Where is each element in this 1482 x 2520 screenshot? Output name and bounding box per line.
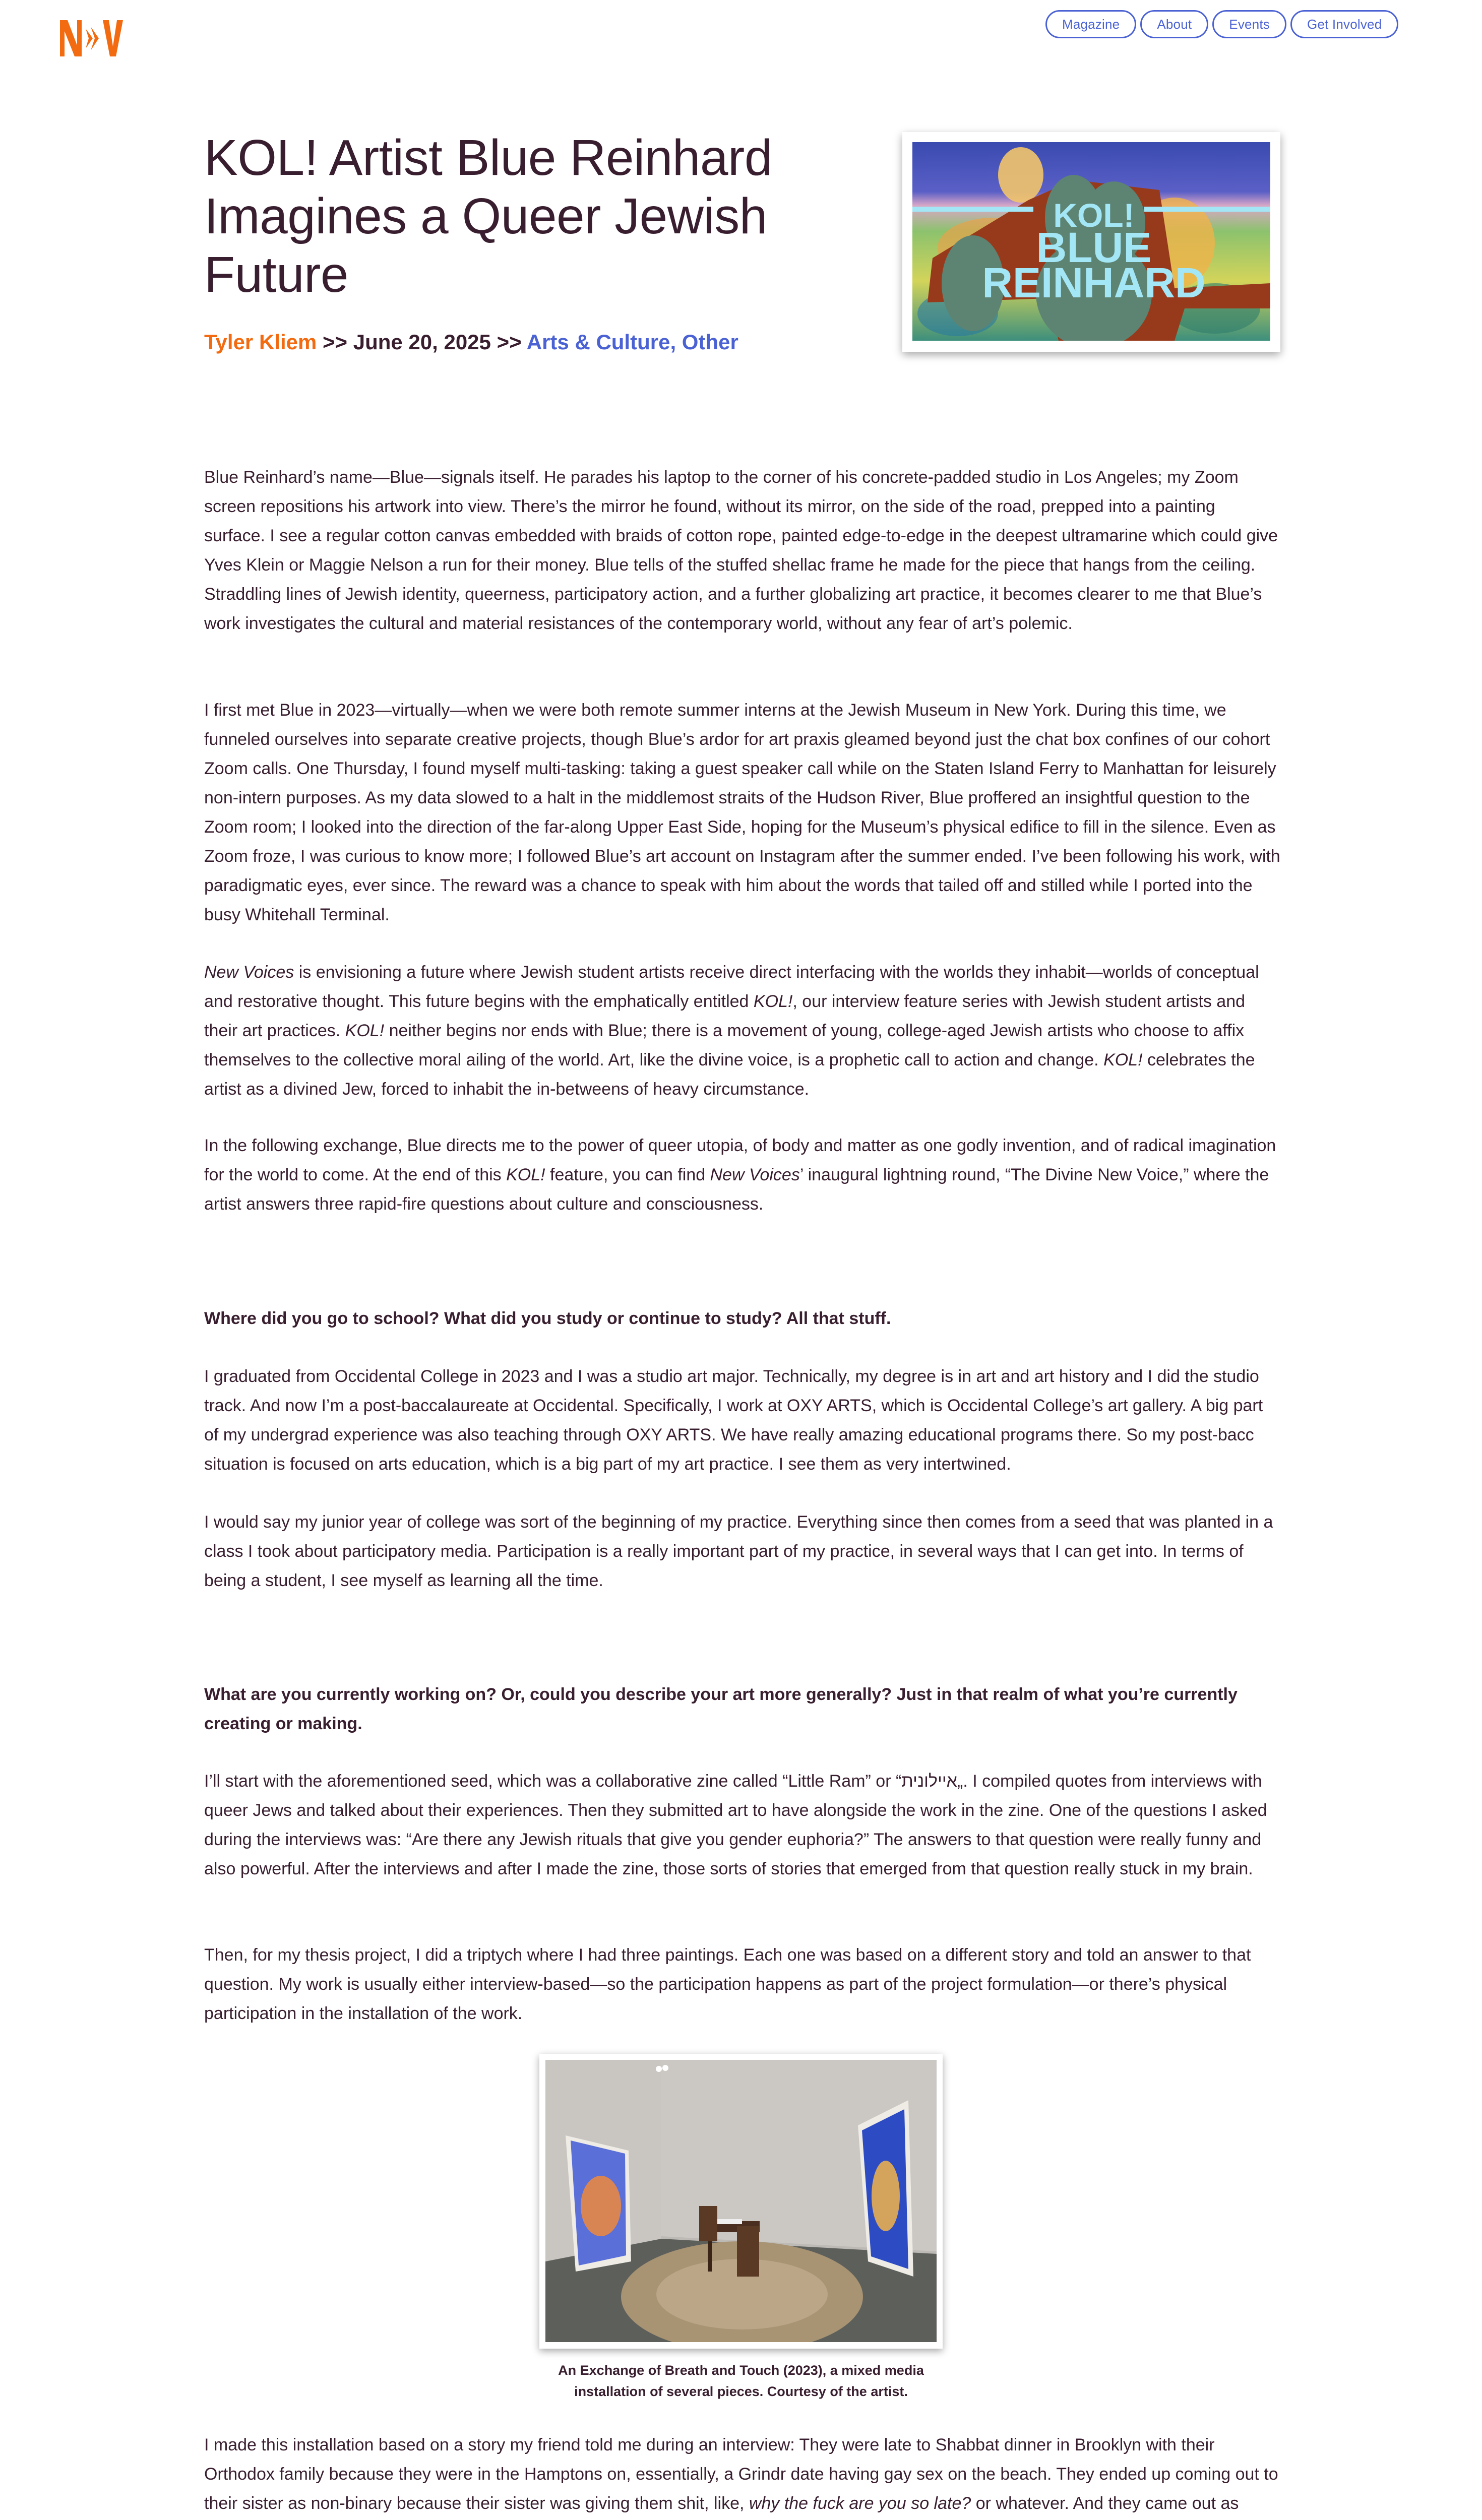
logo-mark-icon (58, 20, 139, 56)
figure-frame (539, 2054, 943, 2349)
hero-overlay-reinhard: REINHARD (982, 259, 1206, 306)
body-paragraph: I made this installation based on a story my friend told me during an interview: They were late to Shabbat dinner in Brooklyn with their Orthodox family because they were in the Hamptons on, essentially, a Grindr date having gay sex on the beach. They ended up coming out to their sister as non-binary because their sister was giving them shit, like, why the fuck are you so late? or whatever. And they came out as (204, 2435, 1278, 2513)
author-link[interactable]: Tyler Kliem (204, 330, 317, 354)
byline-separator: >> (322, 330, 353, 354)
emphasis-text: KOL! (1103, 1050, 1143, 1069)
intro-paragraph: Blue Reinhard’s name—Blue—signals itself. He parades his laptop to the corner of his concrete-padded studio in Los Angeles; my Zoom screen repositions his artwork into view. There’s the mirror he found, without its mirror, on the side of the road, prepped into a painting surface. I see a regular cotton canvas embedded with braids of cotton rope, painted edge-to-edge in the deepest ultramarine which could give Yves Klein or Maggie Nelson a run for their money. Blue tells of the stuffed shellac frame he made for the piece that hangs from the ceiling. Straddling lines of Jewish identity, queerness, participatory action, and a further globalizing art practice, it becomes clearer to me that Blue’s work investigates the cultural and material resistances of the contemporary world, without any fear of art’s polemic. (204, 468, 1278, 633)
emphasis-text: why the fuck are you so late? (749, 2494, 971, 2513)
emphasis-text: KOL! (753, 992, 793, 1011)
main-nav (1045, 10, 1398, 38)
emphasis-text: KOL! (345, 1021, 385, 1040)
nav-get-involved[interactable]: Get Involved (1290, 10, 1398, 38)
interview-answer: I’ll start with the aforementioned seed, which was a collaborative zine called “Little Ram” or “איילונית„. I compiled quotes from interviews with queer Jews and talked about their experiences. Then they submitted art to have alongside the work in the zine. One of the questions I asked during the interviews was: “Are there any Jewish rituals that give you gender euphoria?” The answers to that question were really funny and also powerful. After the interviews and after I made the zine, those sorts of stories that emerged from that question really stuck in my brain. (204, 1772, 1267, 1878)
category-link-arts-culture[interactable]: Arts & Culture (526, 330, 670, 354)
intro-paragraph: I first met Blue in 2023—virtually—when we were both remote summer interns at the Jewish Museum in New York. During this time, we funneled ourselves into separate creative projects, though Blue’s ardor for art praxis gleamed beyond just the chat box confines of our cohort Zoom calls. One Thursday, I found myself multi-tasking: taking a guest speaker call while on the Staten Island Ferry to Manhattan for leisurely non-intern purposes. As my data slowed to a halt in the middlemost straits of the Hudson River, Blue proffered an insightful question to the Zoom room; I looked into the direction of the far-along Upper East Side, hoping for the Museum’s physical edifice to fill in the silence. Even as Zoom froze, I was curious to know more; I followed Blue’s art account on Instagram after the summer ended. I’ve been following his work, with paradigmatic eyes, ever since. The reward was a chance to speak with him about the words that tailed off and stilled while I ported into the busy Whitehall Terminal. (204, 701, 1280, 924)
figure-caption: An Exchange of Breath and Touch (2023), a mixed media installation of several pieces. Courtesy of the artist. (558, 2363, 924, 2399)
intro-paragraph: In the following exchange, Blue directs me to the power of queer utopia, of body and matter as one godly invention, and of radical imagination for the world to come. At the end of this KOL! feature, you can find New Voices’ inaugural lightning round, “The Divine New Voice,” where the artist answers three rapid-fire questions about culture and consciousness. (204, 1136, 1276, 1214)
byline-separator: >> (497, 330, 527, 354)
nav-magazine[interactable]: Magazine (1045, 10, 1136, 38)
emphasis-text: New Voices (710, 1165, 800, 1184)
emphasis-text: New Voices (204, 963, 294, 982)
interview-answer: Then, for my thesis project, I did a triptych where I had three paintings. Each one was based on a different story and told an answer to that question. My work is usually either interview-based—so the participation happens as part of the project formulation—or there’s physical participation in the installation of the work. (204, 1945, 1251, 2023)
hero-image (912, 142, 1270, 341)
publish-date: June 20, 2025 (353, 330, 491, 354)
byline (204, 330, 738, 354)
hero-artwork (912, 142, 1270, 341)
interview-question: What are you currently working on? Or, could you describe your art more generally? Just in that realm of what you’re currently creating or making. (204, 1685, 1238, 1733)
category-separator: , (670, 330, 676, 354)
category-link-other[interactable]: Other (682, 330, 738, 354)
emphasis-text: KOL! (506, 1165, 545, 1184)
site-logo[interactable] (58, 20, 139, 56)
hero-overlay-blue: BLUE (1036, 224, 1152, 271)
installation-photo (545, 2060, 937, 2342)
interview-answer: I would say my junior year of college was sort of the beginning of my practice. Everything since then comes from a seed that was planted in a class I took about participatory media. Participation is a really important part of my practice, in several ways that I can get into. In terms of being a student, I see myself as learning all the time. (204, 1513, 1273, 1590)
hero-image-frame (902, 132, 1280, 352)
installation-figure (539, 2054, 943, 2402)
intro-paragraph: New Voices is envisioning a future where Jewish student artists receive direct interfacing with the worlds they inhabit—worlds of conceptual and restorative thought. This future begins with the emphatically entitled KOL!, our interview feature series with Jewish student artists and their art practices. KOL! neither begins nor ends with Blue; there is a movement of young, college-aged Jewish artists who choose to affix themselves to the collective moral ailing of the world. Art, like the divine voice, is a prophetic call to action and change. KOL! celebrates the artist as a divined Jew, forced to inhabit the in-betweens of heavy circumstance. (204, 963, 1259, 1099)
nav-about[interactable]: About (1140, 10, 1208, 38)
article-title: KOL! Artist Blue Reinhard Imagines a Queer Jewish Future (204, 130, 772, 303)
installation-photo-art (545, 2060, 937, 2342)
nav-events[interactable]: Events (1212, 10, 1286, 38)
hero-overlay-kol: KOL! (1053, 197, 1135, 234)
interview-question: Where did you go to school? What did you study or continue to study? All that stuff. (204, 1309, 891, 1328)
interview-answer: I graduated from Occidental College in 2023 and I was a studio art major. Technically, my degree is in art and art history and I did the studio track. And now I’m a post-baccalaureate at Occidental. Specifically, I work at OXY ARTS, which is Occidental College’s art gallery. A big part of my undergrad experience was also teaching through OXY ARTS. We have really amazing educational programs there. So my post-bacc situation is focused on arts education, which is a big part of my art practice. I see them as very intertwined. (204, 1367, 1263, 1474)
